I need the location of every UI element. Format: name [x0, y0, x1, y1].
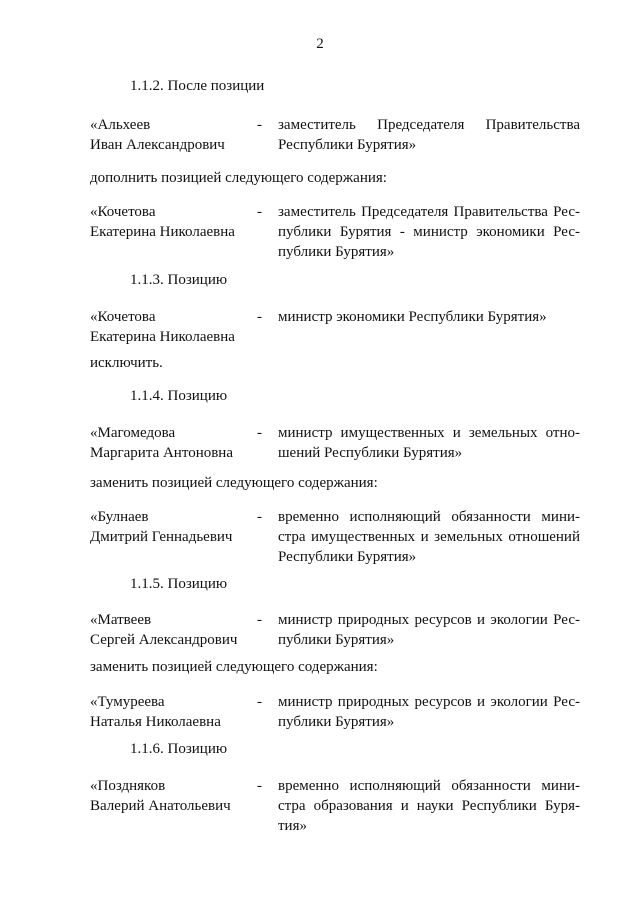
instruction-text: исключить.	[90, 355, 163, 371]
name-line: «Матвеев	[90, 612, 152, 628]
position-entry	[90, 202, 580, 282]
title-line: публики Бурятия»	[278, 632, 395, 648]
title-line: стра имущественных и земельных отношений	[278, 529, 580, 545]
job-title	[278, 610, 580, 650]
name-line: «Магомедова	[90, 425, 176, 441]
separator-dash: -	[257, 612, 262, 628]
name-line: Екатерина Николаевна	[90, 224, 235, 240]
person-name	[90, 776, 255, 816]
title-line: публики Бурятия»	[278, 244, 395, 260]
name-line: «Тумуреева	[90, 694, 165, 710]
title-line: Республики Бурятия»	[278, 137, 417, 153]
page-number: 2	[316, 36, 324, 52]
separator-dash: -	[257, 694, 262, 710]
title-line: стра образования и науки Республики Буря-	[278, 798, 580, 814]
name-line: Наталья Николаевна	[90, 714, 221, 730]
section-heading-1-1-3: 1.1.3. Позицию	[130, 272, 228, 288]
section-heading-1-1-6: 1.1.6. Позицию	[130, 741, 228, 757]
position-entry	[90, 307, 580, 387]
separator-dash: -	[257, 509, 262, 525]
section-heading-1-1-2: 1.1.2. После позиции	[130, 78, 265, 94]
title-line: шений Республики Бурятия»	[278, 445, 463, 461]
name-line: Иван Александрович	[90, 137, 225, 153]
name-line: Екатерина Николаевна	[90, 329, 235, 345]
title-line: министр природных ресурсов и экологии Рес-	[278, 694, 580, 710]
person-name	[90, 610, 255, 650]
name-line: Валерий Анатольевич	[90, 798, 231, 814]
title-line: заместитель Председателя Правительства	[278, 117, 580, 133]
job-title	[278, 423, 580, 463]
name-line: «Кочетова	[90, 204, 156, 220]
title-line: временно исполняющий обязанности мини-	[278, 509, 580, 525]
section-heading-1-1-4: 1.1.4. Позицию	[130, 388, 228, 404]
title-line: тия»	[278, 818, 307, 834]
job-title	[278, 776, 580, 836]
title-line: публики Бурятия»	[278, 714, 395, 730]
title-line: министр имущественных и земельных отно-	[278, 425, 580, 441]
position-entry	[90, 610, 580, 690]
person-name	[90, 507, 255, 547]
job-title	[278, 202, 580, 262]
title-line: министр экономики Республики Бурятия»	[278, 309, 547, 325]
separator-dash: -	[257, 778, 262, 794]
name-line: «Альхеев	[90, 117, 151, 133]
title-line: временно исполняющий обязанности мини-	[278, 778, 580, 794]
name-line: «Поздняков	[90, 778, 166, 794]
position-entry	[90, 507, 580, 587]
person-name	[90, 692, 255, 732]
job-title	[278, 692, 580, 732]
person-name	[90, 423, 255, 463]
name-line: Дмитрий Геннадьевич	[90, 529, 233, 545]
name-line: «Булнаев	[90, 509, 149, 525]
separator-dash: -	[257, 204, 262, 220]
separator-dash: -	[257, 309, 262, 325]
title-line: заместитель Председателя Правительства Рес-	[278, 204, 580, 220]
title-line: министр природных ресурсов и экологии Рес-	[278, 612, 580, 628]
separator-dash: -	[257, 425, 262, 441]
position-entry	[90, 776, 580, 856]
position-entry	[90, 692, 580, 772]
name-line: «Кочетова	[90, 309, 156, 325]
separator-dash: -	[257, 117, 262, 133]
job-title	[278, 115, 580, 155]
person-name	[90, 202, 255, 242]
person-name	[90, 307, 255, 347]
title-line: Республики Бурятия»	[278, 549, 417, 565]
instruction-text: заменить позицией следующего содержания:	[90, 475, 378, 491]
name-line: Маргарита Антоновна	[90, 445, 233, 461]
job-title	[278, 507, 580, 567]
title-line: публики Бурятия - министр экономики Рес-	[278, 224, 580, 240]
instruction-text: дополнить позицией следующего содержания:	[90, 170, 387, 186]
name-line: Сергей Александрович	[90, 632, 238, 648]
job-title	[278, 307, 580, 327]
section-heading-1-1-5: 1.1.5. Позицию	[130, 576, 228, 592]
person-name	[90, 115, 255, 155]
instruction-text: заменить позицией следующего содержания:	[90, 659, 378, 675]
